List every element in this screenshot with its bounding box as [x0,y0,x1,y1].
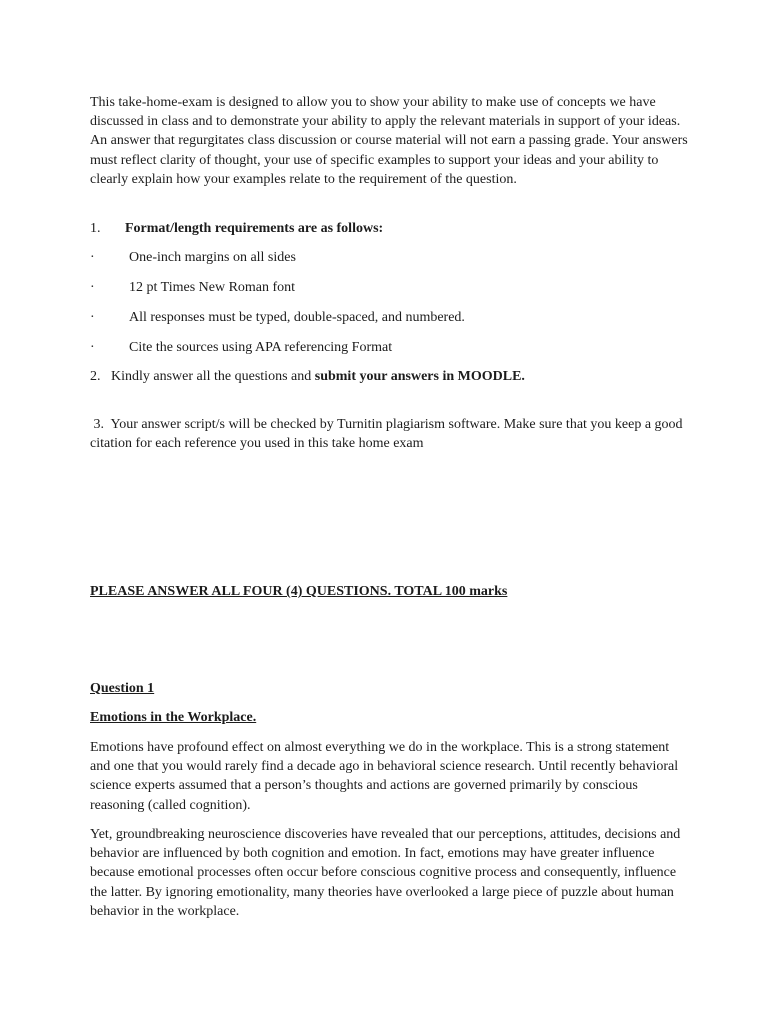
bullet-symbol: · [90,250,95,265]
item-1-number: 1. [90,221,101,236]
item-2-number: 2. [90,369,101,384]
item-3-paragraph: 3. Your answer script/s will be checked by Turnitin plagiarism software. Make sure that you keep a good citation for each reference you used in this take home exam [90,417,687,452]
question-1-title: Emotions in the Workplace. [90,710,257,725]
item-1-heading: Format/length requirements are as follows: [125,221,384,236]
item-2 [90,367,525,386]
question-1-paragraph-2: Yet, groundbreaking neuroscience discoveries have revealed that our perceptions, attitudes, decisions and behavior are influenced by both cognition and emotion. In fact, emotions may have greater influence because emotional processes often occur before conscious cognitive process and consequently, influence the latter. By ignoring emotionality, many theories have overlooked a large piece of puzzle about human behavior in the workplace. [90,827,681,919]
bullet-text: 12 pt Times New Roman font [129,280,296,295]
bullet-item [90,278,295,297]
bullet-symbol: · [90,340,95,355]
bullet-item [90,338,392,357]
item-2-text: Kindly answer all the questions and [111,369,315,384]
question-1-label: Question 1 [90,681,155,696]
bullet-text: One-inch margins on all sides [129,250,296,265]
bullet-text: Cite the sources using APA referencing Format [129,340,393,355]
bullet-item [90,248,296,267]
item-1 [90,219,383,238]
bullet-item [90,308,465,327]
bullet-symbol: · [90,280,95,295]
bullet-text: All responses must be typed, double-spaced, and numbered. [129,310,465,325]
item-2-bold-text: submit your answers in MOODLE. [314,369,525,384]
question-1-paragraph-1: Emotions have profound effect on almost everything we do in the workplace. This is a strong statement and one that you would rarely find a decade ago in behavioral science research. Until recently behavioral science experts assumed that a person’s thoughts and actions are governed primarily by conscious reasoning (called cognition). [90,740,679,813]
bullet-symbol: · [90,310,95,325]
intro-paragraph: This take-home-exam is designed to allow you to show your ability to make use of concepts we have discussed in class and to demonstrate your ability to apply the relevant materials in support of your ideas. An answer that regurgitates class discussion or course material will not earn a passing grade. Your answers must reflect clarity of thought, your use of specific examples to support your ideas and your ability to clearly explain how your examples relate to the requirement of the question. [90,95,688,187]
instruction-heading: PLEASE ANSWER ALL FOUR (4) QUESTIONS. TOTAL 100 marks [90,584,508,599]
